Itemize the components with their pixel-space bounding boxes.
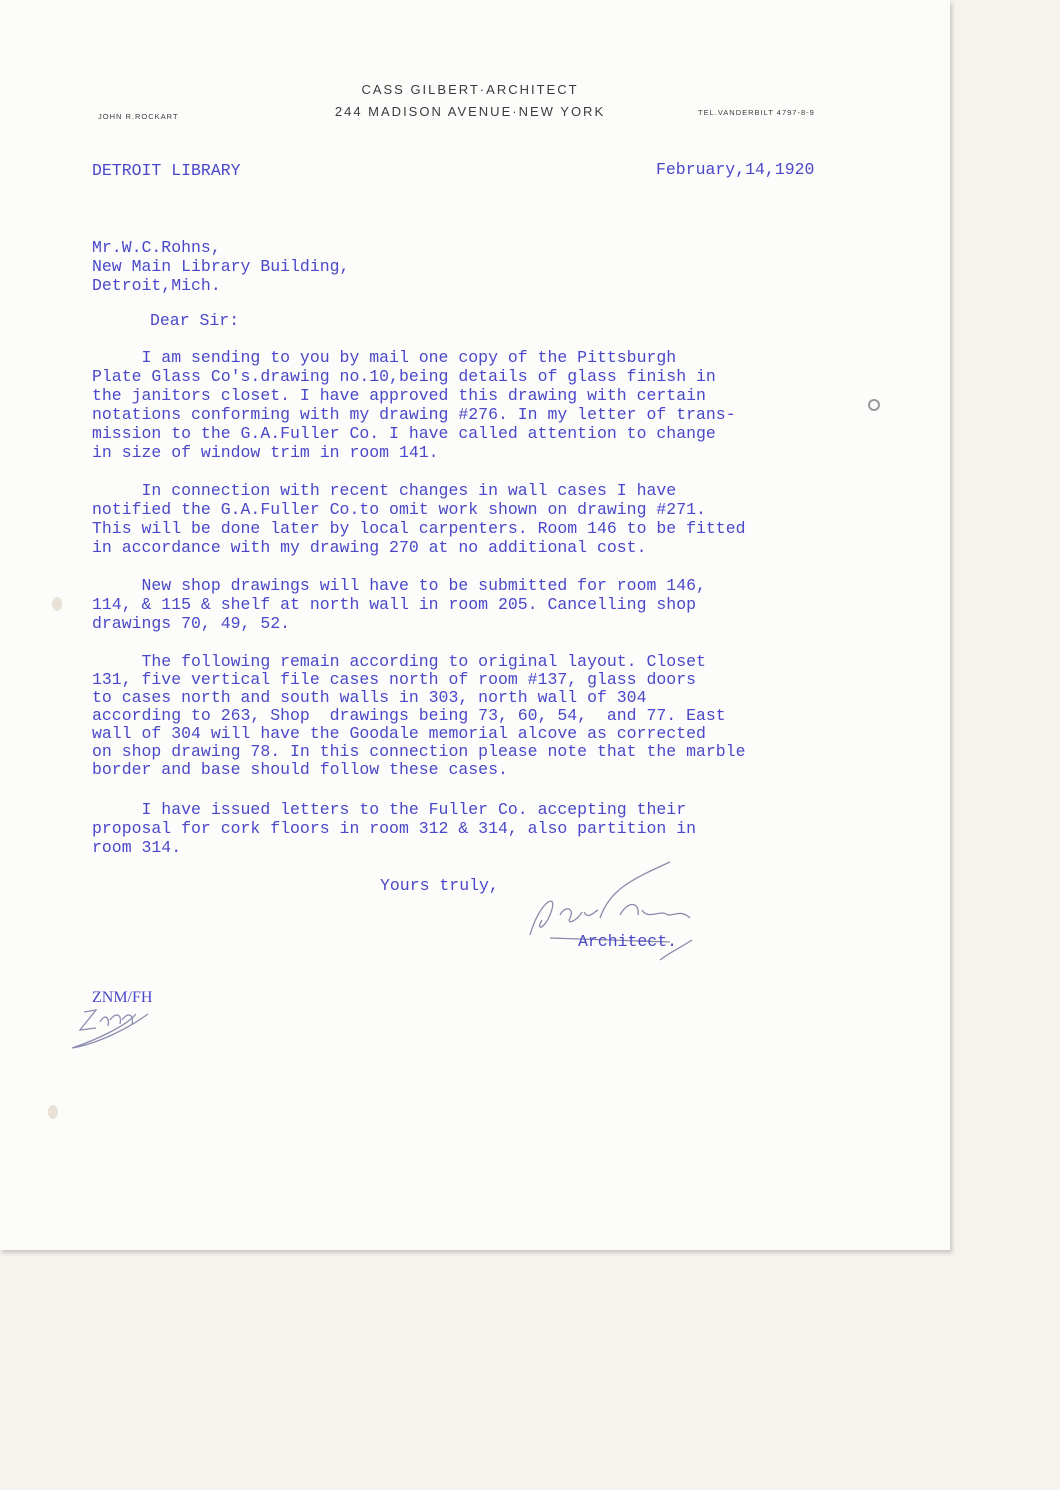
letterhead-firm: CASS GILBERT·ARCHITECT <box>361 82 579 97</box>
paper-tear <box>48 1105 58 1119</box>
punch-hole-mark <box>868 399 880 411</box>
letterhead-telephone: TEL.VANDERBILT 4797-8-9 <box>698 108 815 117</box>
paragraph-5: I have issued letters to the Fuller Co. accepting their proposal for cork floors in room 312 & 314, also partition in room 314. <box>92 800 696 857</box>
letterhead-name: JOHN R.ROCKART <box>98 112 179 121</box>
paragraph-4: The following remain according to original layout. Closet 131, five vertical file cases north of room #137, glass doors to cases north and south walls in 303, north wall of 304 according to 263, Shop drawings being 73, 60, 54, and 77. East wall of 304 will have the Goodale memorial alcove as corrected on shop drawing 78. In this connection please note that the marble border and base should follow these cases. <box>92 652 746 779</box>
paragraph-3: New shop drawings will have to be submitted for room 146, 114, & 115 & shelf at north wall in room 205. Cancelling shop drawings 70, 49, 52. <box>92 576 706 633</box>
typist-initials: ZNM/FH <box>92 989 153 1006</box>
salutation: Dear Sir: <box>150 311 240 330</box>
paragraph-2: In connection with recent changes in wall cases I have notified the G.A.Fuller Co.to omit work shown on drawing #271. This will be done later by local carpenters. Room 146 to be fitted in accordance with my drawing 270 at no additional cost. <box>92 481 746 557</box>
recipient-address: Mr.W.C.Rohns, New Main Library Building, Detroit,Mich. <box>92 238 350 295</box>
handwritten-initials <box>66 1000 166 1055</box>
letterhead-address: 244 MADISON AVENUE·NEW YORK <box>334 104 606 119</box>
letter-date: February,14,1920 <box>656 160 815 179</box>
signature-title: Architect. <box>578 932 678 951</box>
handwritten-signature <box>520 860 710 970</box>
closing: Yours truly, <box>380 876 499 895</box>
paper-tear <box>52 597 62 611</box>
paragraph-1: I am sending to you by mail one copy of the Pittsburgh Plate Glass Co's.drawing no.10,being details of glass finish in the janitors closet. I have approved this drawing with certain notations conforming with my drawing #276. In my letter of trans- mission to the G.A.Fuller Co. I have called attention to change in size of window trim in room 141. <box>92 348 736 462</box>
subject-line: DETROIT LIBRARY <box>92 161 241 180</box>
